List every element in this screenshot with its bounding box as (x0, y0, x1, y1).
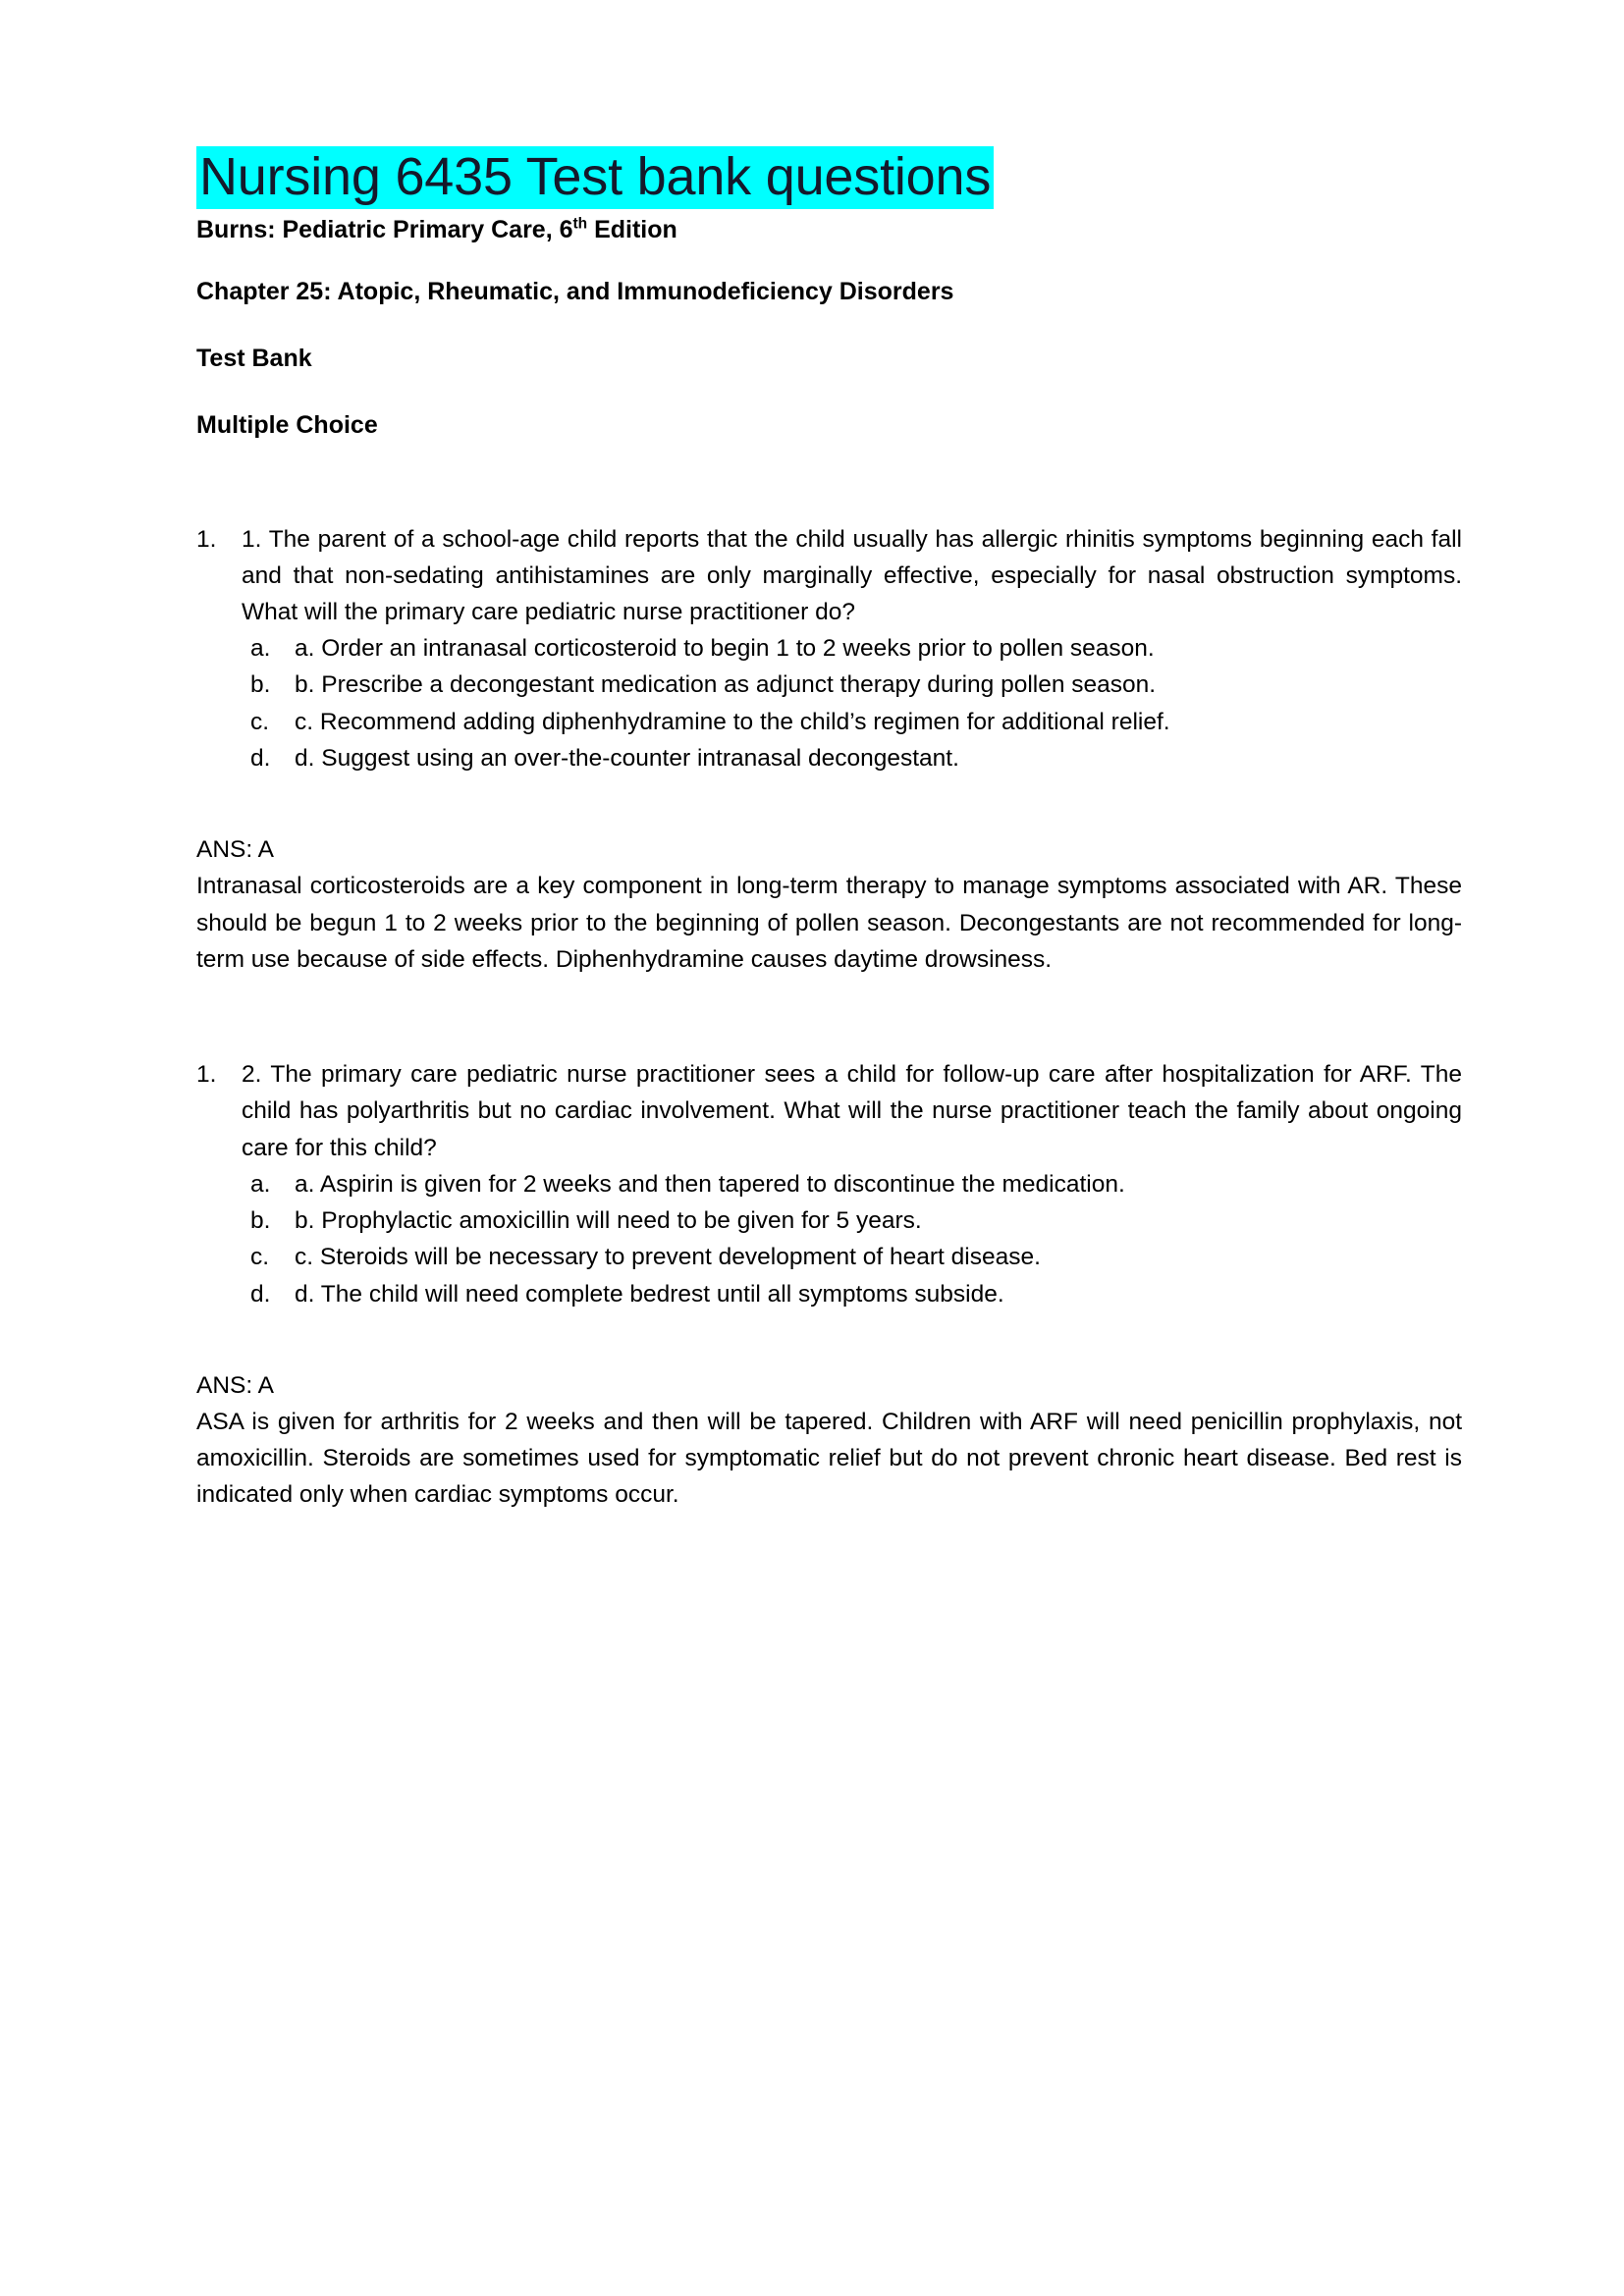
spacer (196, 246, 1462, 276)
page-title-highlight: Nursing 6435 Test bank questions (196, 146, 994, 209)
answer-key: ANS: A (196, 836, 274, 864)
answer-rationale: Intranasal corticosteroids are a key component in long-term therapy to manage symptoms associated with AR. These should be begun 1 to 2 weeks prior to the beginning of pollen season. Decongestants are not recommended for long-term use because of side effects. Diphenhydramine causes daytime drowsiness. (196, 873, 1462, 973)
option-text: b. Prophylactic amoxicillin will need to be given for 5 years. (295, 1207, 922, 1235)
option-marker: a. (250, 1170, 271, 1198)
option-text: b. Prescribe a decongestant medication as adjunct therapy during pollen season. (295, 671, 1157, 699)
option-list (196, 1166, 1462, 1312)
option-text: c. Recommend adding diphenhydramine to the child’s regimen for additional relief. (295, 708, 1170, 735)
spacer (196, 309, 1462, 343)
question-marker: 1. (196, 1061, 217, 1089)
option-marker: b. (250, 1207, 271, 1235)
option-row[interactable] (196, 1166, 1462, 1202)
question-block (196, 1056, 1462, 1514)
question-stem: 2. The primary care pediatric nurse practitioner sees a child for follow-up care after hospitalization for ARF. The child has polyarthritis but no cardiac involvement. What will the nurse practitioner teach the family about ongoing care for this child? (242, 1061, 1462, 1161)
page-title (196, 147, 1462, 208)
option-text: d. The child will need complete bedrest until all symptoms subside. (295, 1280, 1004, 1308)
spacer (196, 1312, 1462, 1367)
option-marker: c. (250, 1244, 270, 1271)
option-text: a. Aspirin is given for 2 weeks and then tapered to discontinue the medication. (295, 1170, 1125, 1198)
spacer (196, 776, 1462, 831)
answer-key: ANS: A (196, 1371, 274, 1399)
option-text: a. Order an intranasal corticosteroid to begin 1 to 2 weeks prior to pollen season. (295, 635, 1155, 663)
option-marker: a. (250, 635, 271, 663)
option-text: d. Suggest using an over-the-counter intranasal decongestant. (295, 744, 959, 772)
book-subtitle-suffix: Edition (587, 215, 677, 243)
section-heading: Test Bank (196, 345, 312, 373)
question-stem: 1. The parent of a school-age child reports that the child usually has allergic rhinitis symptoms beginning each fall and that non-sedating antihistamines are only marginally effective, especially for nasal obstruction symptoms. What will the primary care pediatric nurse practitioner do? (242, 525, 1462, 626)
option-row[interactable] (196, 704, 1462, 740)
book-subtitle (196, 214, 1462, 247)
question-marker: 1. (196, 525, 217, 553)
book-subtitle-prefix: Burns: Pediatric Primary Care, 6 (196, 215, 573, 243)
book-edition-superscript: th (572, 215, 588, 233)
option-marker: b. (250, 671, 271, 699)
question-type-heading: Multiple Choice (196, 410, 378, 439)
option-marker: c. (250, 708, 270, 735)
spacer (196, 376, 1462, 409)
question-stem-row (196, 521, 1462, 631)
option-row[interactable] (196, 1276, 1462, 1312)
option-row[interactable] (196, 1239, 1462, 1275)
option-row[interactable] (196, 667, 1462, 703)
option-text: c. Steroids will be necessary to prevent development of heart disease. (295, 1244, 1041, 1271)
option-row[interactable] (196, 1202, 1462, 1239)
answer-rationale: ASA is given for arthritis for 2 weeks and then will be tapered. Children with ARF will need penicillin prophylaxis, not amoxicillin. Steroids are sometimes used for symptomatic relief but do not prevent chronic heart disease. Bed rest is indicated only when cardiac symptoms occur. (196, 1409, 1462, 1509)
option-marker: d. (250, 744, 271, 772)
option-row[interactable] (196, 630, 1462, 667)
option-row[interactable] (196, 740, 1462, 776)
chapter-heading: Chapter 25: Atopic, Rheumatic, and Immunodeficiency Disorders (196, 278, 954, 306)
question-block (196, 521, 1462, 979)
spacer (196, 978, 1462, 1056)
option-list (196, 630, 1462, 776)
spacer (196, 443, 1462, 521)
option-marker: d. (250, 1280, 271, 1308)
question-stem-row (196, 1056, 1462, 1166)
